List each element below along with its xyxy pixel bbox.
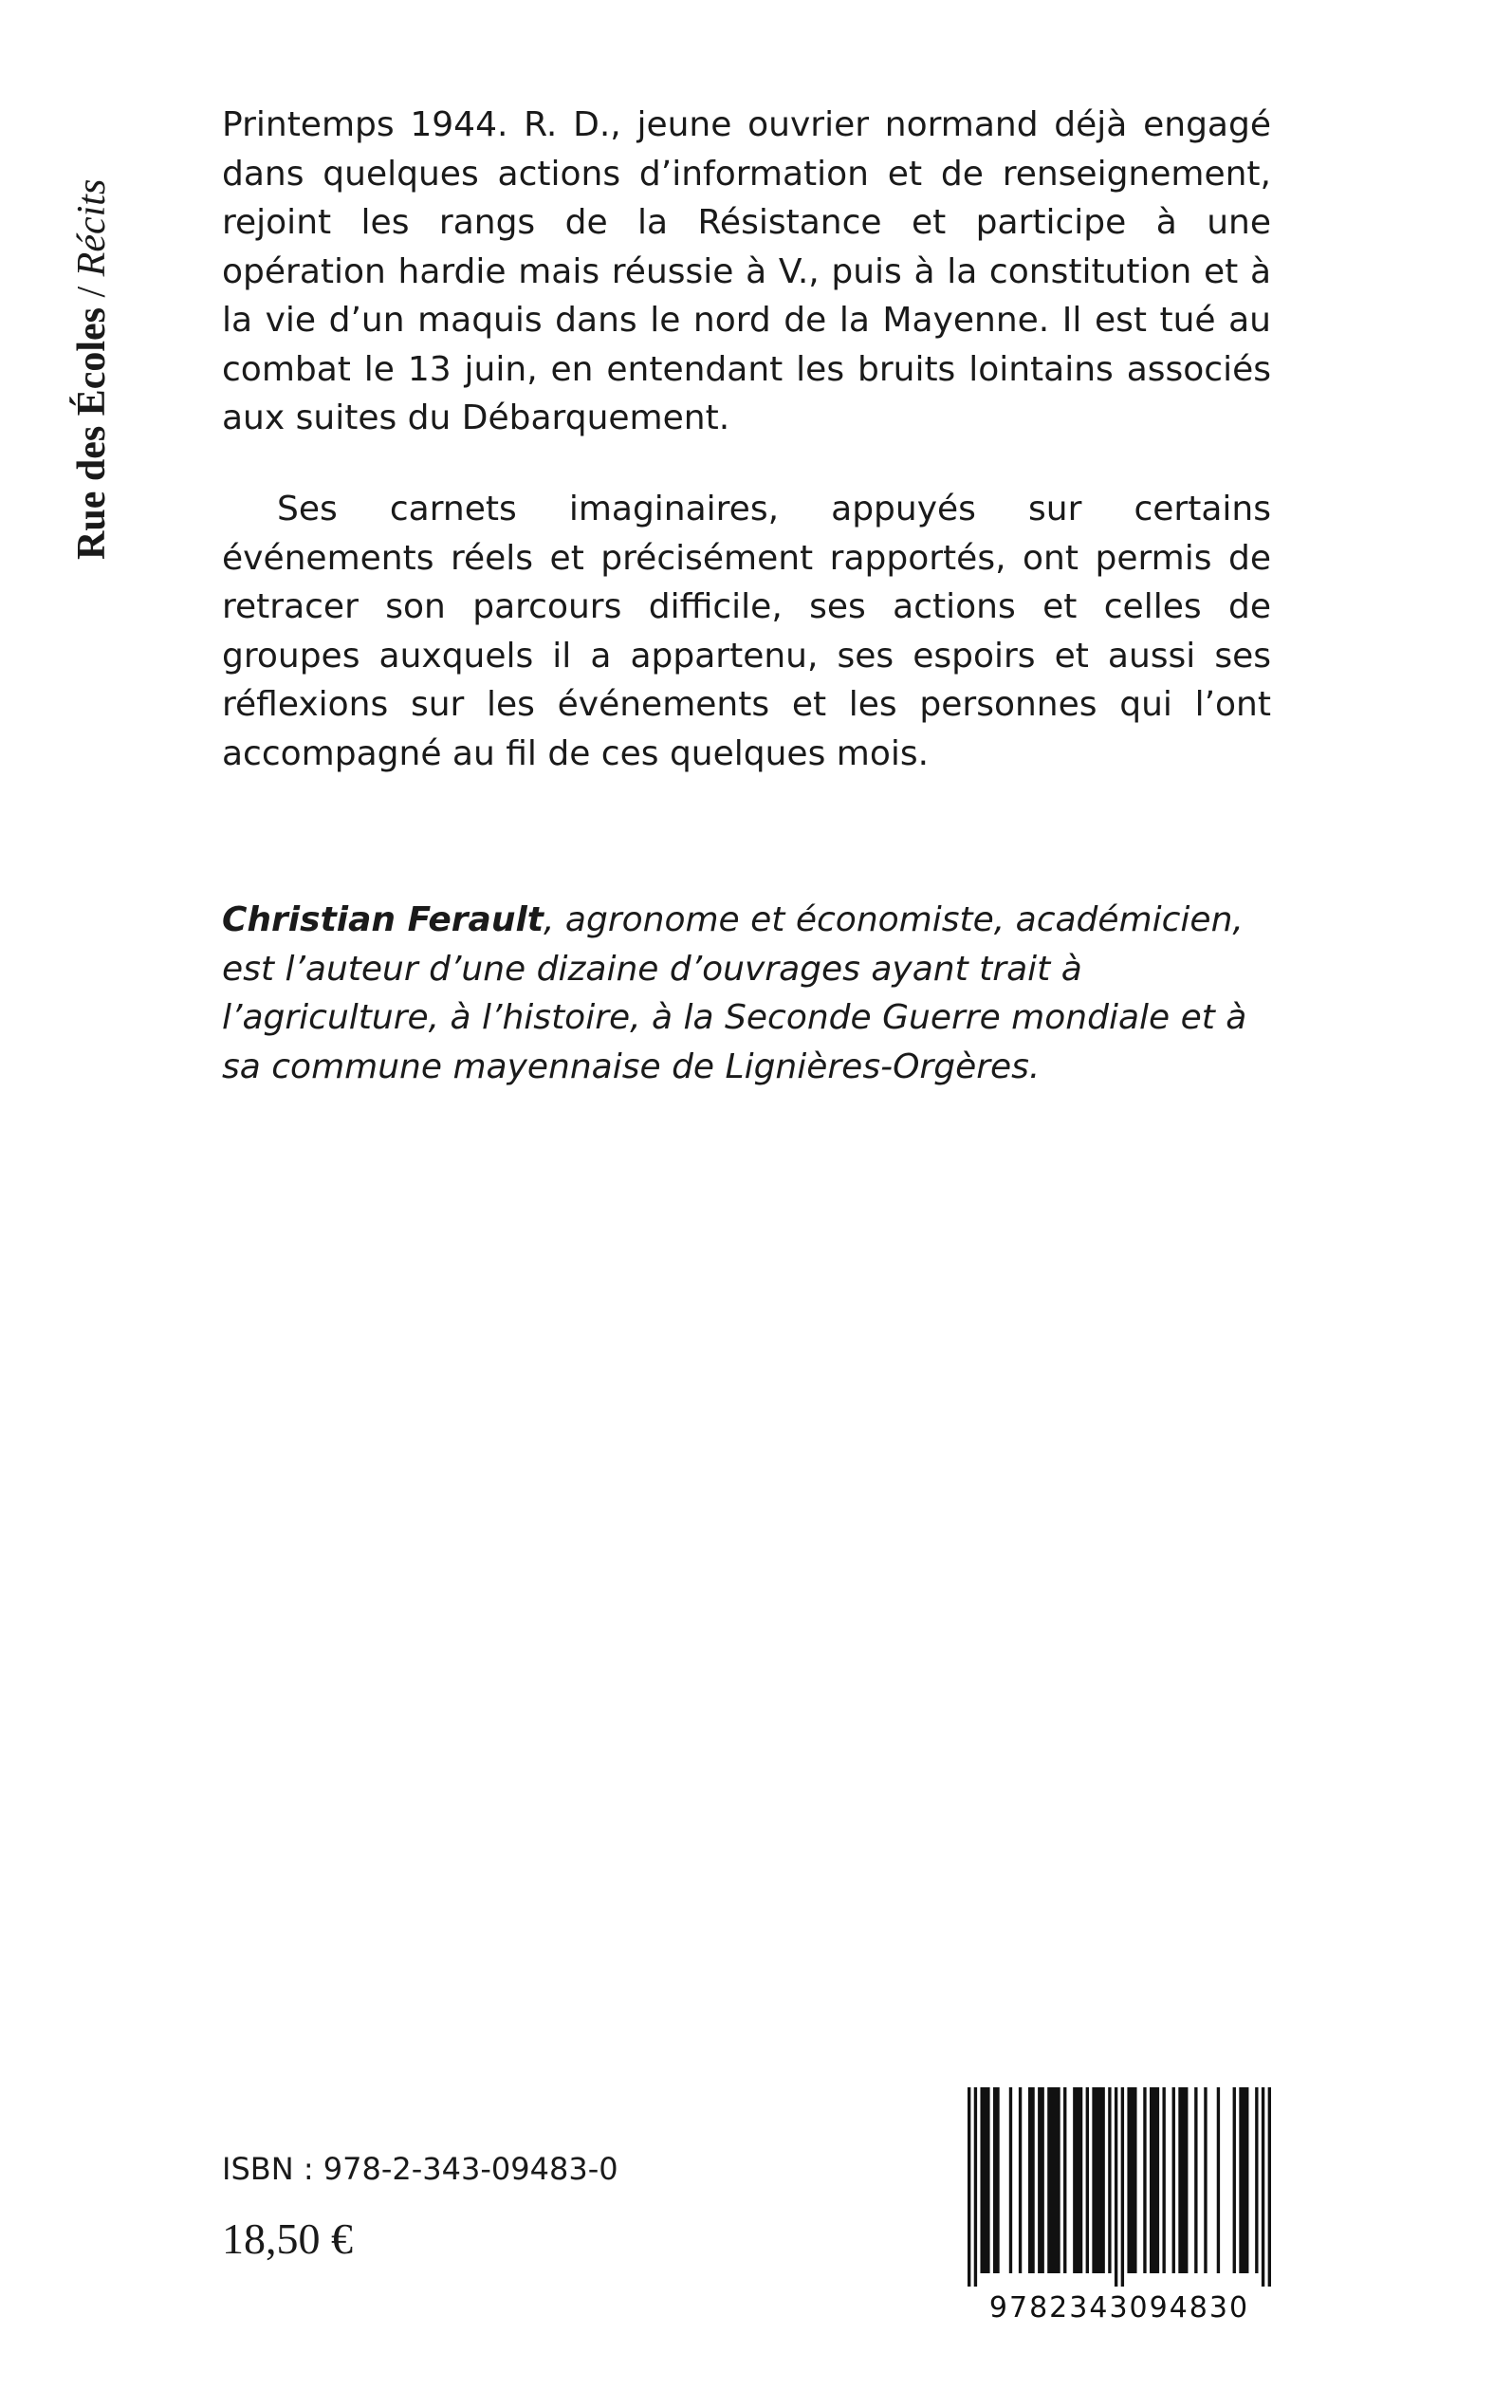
barcode-bar [1172,2087,1175,2273]
author-name: Christian Ferault [222,900,544,939]
isbn-label: ISBN : 978-2-343-09483-0 [222,2151,618,2187]
barcode-bar [974,2087,977,2287]
barcode-bar [968,2087,970,2287]
barcode-bars [968,2087,1271,2287]
barcode-bar [1255,2087,1258,2273]
barcode-bar [1143,2087,1146,2273]
barcode-bar [1150,2087,1159,2273]
series-main: Rue des Écoles [70,307,114,560]
blurb-paragraph-1 [222,101,1271,443]
barcode-bar [1262,2087,1264,2287]
barcode-bar [1115,2087,1117,2287]
barcode-bar [980,2087,989,2273]
barcode-bar [1121,2087,1124,2287]
blurb-text-2: Ses carnets imaginaires, appuyés sur certains événements réels et précisément rapportés, ont permis de retracer son parcours difficile, ses actions et celles de groupes auxquels il a appartenu, ses espoirs et aussi ses réflexions sur les événements et les personnes qui l’ont accompagné au fil de ces quelques mois. [222,490,1271,773]
barcode-bar [1028,2087,1035,2273]
barcode-bar [1092,2087,1104,2273]
blurb-text-1: Printemps 1944. R. D., jeune ouvrier normand déjà engagé dans quelques actions d’information et de renseignement, rejoint les rangs de la Résistance et participe à une opération hardie mais réussie à V., puis à la constitution et à la vie d’un maquis dans le nord de la Mayenne. Il est tué au combat le 13 juin, en entendant les bruits lointains associés aux suites du Débarquement. [222,105,1271,437]
barcode-bar [1217,2087,1220,2273]
barcode-bar [1239,2087,1248,2273]
barcode-bar [1268,2087,1271,2287]
barcode-bar [1162,2087,1165,2273]
barcode-bar [1127,2087,1136,2273]
barcode-bar [1086,2087,1089,2273]
barcode-bar [1194,2087,1197,2273]
barcode-bar [1009,2087,1012,2273]
price-label: 18,50 € [222,2214,353,2263]
barcode-bar [1019,2087,1022,2273]
barcode [968,2087,1271,2325]
barcode-bar [993,2087,1000,2273]
author-bio-text: , agronome et économiste, académicien, est l’auteur d’une dizaine d’ouvrages ayant trait à l’agriculture, à l’histoire, à la Seconde Guerre mondiale et à sa commune mayennaise de Lignières-Orgères. [222,900,1247,1086]
series-separator: / [70,276,114,307]
barcode-bar [1108,2087,1111,2273]
blurb-paragraph-2 [222,485,1271,778]
series-sub: Récits [70,178,114,277]
series-title [72,179,112,560]
barcode-bar [1073,2087,1082,2273]
barcode-bar [1047,2087,1060,2273]
barcode-bar [1204,2087,1207,2273]
barcode-bar [1233,2087,1236,2273]
author-bio [222,896,1271,1091]
barcode-bar [1178,2087,1188,2273]
barcode-bar [1038,2087,1044,2273]
barcode-bar [1063,2087,1066,2273]
barcode-digits: 9782343094830 [988,2291,1250,2325]
